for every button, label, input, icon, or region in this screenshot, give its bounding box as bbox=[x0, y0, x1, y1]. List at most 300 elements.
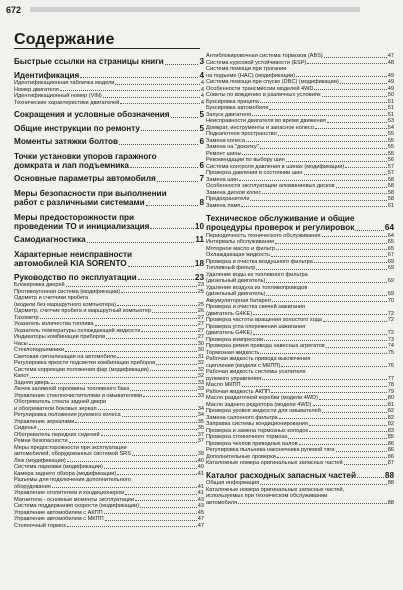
toc-page-number: 73 bbox=[387, 336, 394, 343]
dot-leader bbox=[157, 180, 199, 182]
toc-page-number: 32 bbox=[197, 360, 204, 367]
toc-entry-title: Управление стеклоочистителями и омывателями bbox=[14, 392, 142, 399]
dot-leader bbox=[143, 395, 197, 397]
toc-entry-title: Управление отопителем и кондиционером bbox=[14, 490, 125, 497]
dot-leader bbox=[120, 102, 199, 104]
toc-page-number: 64 bbox=[387, 232, 394, 239]
toc-entry-title: Проверка уровня жидкости для омывателей bbox=[206, 408, 321, 415]
toc-entry-title: Проверка давления в состоянии шин bbox=[206, 170, 303, 176]
dot-leader bbox=[357, 476, 384, 478]
toc-entry-title: Предохранители bbox=[206, 196, 250, 202]
toc-page-number: 58 bbox=[387, 176, 394, 183]
dot-leader bbox=[322, 235, 387, 237]
toc-page-number: 86 bbox=[387, 447, 394, 454]
toc-right-column bbox=[206, 53, 394, 506]
toc-entry-title: Проверка угла опережения зажигания bbox=[206, 323, 306, 330]
toc-page-number: 23 bbox=[194, 272, 204, 282]
toc-section-heading[interactable] bbox=[14, 137, 204, 147]
toc-entry-title: Масло заднего редуктора (модели 4WD) bbox=[206, 401, 312, 408]
toc-entry-title: Указатель количества топлива bbox=[14, 321, 94, 328]
toc-heading-line: домкрата и лап подъемника bbox=[14, 160, 129, 170]
dot-leader bbox=[87, 241, 195, 243]
toc-page-number: 26 bbox=[197, 308, 204, 315]
toc-page-number: 65 bbox=[387, 245, 394, 252]
toc-section-heading[interactable] bbox=[14, 213, 204, 232]
toc-entry-title: Советы по вождению в различных условиях bbox=[206, 92, 321, 98]
toc-entry-title: Периодичность технического обслуживания bbox=[206, 232, 321, 239]
dot-leader bbox=[313, 404, 387, 406]
toc-page-number: 82 bbox=[387, 408, 394, 415]
toc-page-number: 4 bbox=[200, 99, 204, 106]
dot-leader bbox=[304, 173, 387, 175]
toc-entry-title: Управление автомобилем с МКПП bbox=[14, 516, 104, 523]
toc-page-number: 27 bbox=[197, 334, 204, 341]
toc-page-number: 25 bbox=[197, 301, 204, 308]
toc-entry-title: Система помощи при трогании bbox=[206, 66, 287, 72]
dot-leader bbox=[165, 63, 199, 65]
toc-entry-title: Сокращения и условные обозначения bbox=[14, 110, 170, 119]
toc-entry-title: Аккумуляторная батарея bbox=[206, 297, 271, 304]
toc-page-number: 57 bbox=[387, 163, 394, 170]
dot-leader bbox=[336, 450, 387, 452]
toc-entry-title: Замена салонного фильтра bbox=[206, 414, 278, 421]
toc-page-number: 82 bbox=[387, 421, 394, 428]
toc-page-number: 41 bbox=[197, 470, 204, 477]
toc-entry-title: Противоугонная система (модификации) bbox=[14, 288, 121, 295]
toc-entry-title: Лючок заливной горловины топливного бака bbox=[14, 386, 130, 393]
toc-entry-title: Сиденья bbox=[14, 425, 37, 432]
toc-heading-line: процедуры проверок и регулировок bbox=[206, 223, 355, 233]
dot-leader bbox=[276, 248, 387, 250]
toc-section-heading[interactable] bbox=[14, 110, 204, 120]
dot-leader bbox=[130, 389, 196, 391]
toc-entry-title: Система курсовой устойчивости (ESP) bbox=[206, 59, 307, 66]
dot-leader bbox=[117, 473, 197, 475]
dot-leader bbox=[309, 424, 387, 426]
dot-leader bbox=[128, 265, 194, 267]
toc-entry-title: Магнитола - основные моменты эксплуатации bbox=[14, 496, 135, 503]
toc-heading-line: работ с различными системами bbox=[14, 198, 145, 208]
toc-page-number: 70 bbox=[387, 297, 394, 304]
toc-page-number: 35 bbox=[197, 425, 204, 432]
toc-entry-title: Основные параметры автомобиля bbox=[14, 174, 156, 184]
toc-entry-title: оборудования bbox=[14, 483, 51, 490]
toc-page-number: 4 bbox=[200, 80, 204, 86]
toc-page-number: 4 bbox=[200, 93, 204, 99]
toc-entry-title: Самодиагностика bbox=[14, 235, 86, 245]
toc-page-number: 78 bbox=[387, 382, 394, 389]
toc-entry-title: Тахометр bbox=[14, 314, 39, 321]
dot-leader bbox=[29, 343, 197, 345]
dot-leader bbox=[103, 96, 200, 98]
toc-page-number: 39 bbox=[197, 451, 204, 458]
toc-heading-line: Меры безопасности при выполнении bbox=[14, 188, 167, 198]
dot-leader bbox=[272, 300, 387, 302]
dot-leader bbox=[30, 376, 197, 378]
toc-entry-title: Разъемы для подключения дополнительного bbox=[14, 477, 131, 484]
toc-entry-title: Камера заднего обзора (модификации) bbox=[14, 470, 117, 477]
toc-entry-title: Капот bbox=[14, 373, 29, 380]
dot-leader bbox=[141, 330, 196, 332]
toc-page-number: 5 bbox=[199, 110, 204, 119]
dot-leader bbox=[95, 324, 197, 326]
toc-entry-title: Меры предосторожности при эксплуатации bbox=[14, 444, 127, 451]
toc-page-number: 56 bbox=[387, 157, 394, 163]
toc-page-number: 11 bbox=[195, 235, 204, 245]
toc-page-number: 58 bbox=[387, 196, 394, 202]
toc-entry-title: Одометр, счетчик пробега и маршрутный компьютер bbox=[14, 308, 152, 315]
toc-page-number: 72 bbox=[387, 317, 394, 324]
dot-leader bbox=[106, 337, 197, 339]
toc-entry-title: (двигатель G4KE) bbox=[206, 310, 253, 317]
toc-entry-title: Люк (модификации) bbox=[14, 457, 66, 464]
toc-page-number: 57 bbox=[387, 170, 394, 176]
toc-entry-title: Технические характеристики двигателей bbox=[14, 99, 120, 106]
dot-leader bbox=[67, 460, 197, 462]
toc-page-number: 30 bbox=[197, 340, 204, 347]
toc-page-number: 27 bbox=[197, 314, 204, 321]
dot-leader bbox=[269, 108, 386, 110]
toc-entry-title: Рабочая жидкость привода выключения bbox=[206, 356, 311, 363]
dot-leader bbox=[309, 430, 387, 432]
toc-entry-title: Общая информация bbox=[206, 480, 260, 487]
toc-entry-title: Обогреватель передних сидений bbox=[14, 431, 100, 438]
toc-entry-title: Стояночный тормоз bbox=[14, 522, 66, 529]
toc-entry-title: на подъеме (HAC) (модификации) bbox=[206, 72, 295, 79]
toc-entry-title: Моменты затяжки болтов bbox=[14, 137, 119, 146]
toc-entry-title: Регулировка положения рулевого колеса bbox=[14, 412, 121, 419]
dot-leader bbox=[171, 116, 199, 118]
dot-leader bbox=[246, 140, 387, 142]
toc-section-heading[interactable] bbox=[14, 57, 204, 67]
toc-entry-title: Замена шин bbox=[206, 176, 238, 183]
toc-entry-title: Рабочая жидкость системы усилителя bbox=[206, 369, 306, 376]
toc-section-heading[interactable] bbox=[14, 71, 204, 81]
toc-heading-last-line bbox=[14, 161, 204, 170]
dot-leader bbox=[275, 242, 387, 244]
dot-leader bbox=[262, 192, 387, 194]
toc-page-number: 33 bbox=[197, 379, 204, 386]
toc-page-number: 51 bbox=[387, 105, 394, 111]
toc-section-heading[interactable] bbox=[206, 471, 394, 481]
dot-leader bbox=[130, 166, 198, 168]
toc-page-number: 69 bbox=[387, 258, 394, 265]
toc-entry-title: Система помощи при спуске (DBC) (модификации) bbox=[206, 79, 339, 85]
toc-entry-title: Проверка частоты вращения холостого хода bbox=[206, 317, 322, 324]
dot-leader bbox=[322, 411, 387, 413]
toc-entry-title: Управление зеркалами bbox=[14, 418, 75, 425]
toc-entry-title: Рекомендации по выбору шин bbox=[206, 157, 285, 163]
dot-leader bbox=[264, 339, 387, 341]
dot-leader bbox=[150, 369, 197, 371]
dot-leader bbox=[288, 437, 387, 439]
toc-section-heading[interactable] bbox=[14, 273, 204, 283]
dot-leader bbox=[156, 363, 197, 365]
toc-page-number: 51 bbox=[387, 111, 394, 118]
toc-page-number: 55 bbox=[387, 137, 394, 144]
toc-page-number: 8 bbox=[199, 198, 204, 208]
dot-leader bbox=[323, 320, 387, 322]
dot-leader bbox=[296, 75, 387, 77]
toc-entry-title: Запуск двигателя bbox=[206, 111, 252, 118]
toc-section-heading[interactable] bbox=[14, 235, 204, 245]
dot-leader bbox=[260, 352, 386, 354]
dot-leader bbox=[152, 311, 197, 313]
toc-entry-title: Индикаторы комбинации приборов bbox=[14, 334, 106, 341]
toc-entry-title: используемых при техническом обслуживании bbox=[206, 493, 328, 500]
toc-page-number: 58 bbox=[387, 183, 394, 189]
page-title: Содержание bbox=[14, 31, 115, 48]
dot-leader bbox=[138, 278, 194, 280]
toc-entry-title: Идентификация bbox=[14, 70, 80, 80]
dot-leader bbox=[132, 454, 197, 456]
toc-entry-title: Система поддержания скорости (модификации) bbox=[14, 503, 139, 510]
toc-entry-title: сцепления (модели с МКПП) bbox=[206, 362, 281, 369]
toc-page-number: 86 bbox=[387, 453, 394, 460]
toc-page-number: 83 bbox=[387, 427, 394, 434]
toc-page-number: 87 bbox=[387, 460, 394, 467]
dot-leader bbox=[253, 313, 387, 315]
toc-page-number: 33 bbox=[197, 386, 204, 393]
toc-page-number: 48 bbox=[387, 59, 394, 66]
toc-entry-title: (двигатель G4KE) bbox=[206, 330, 253, 337]
toc-page-number: 3 bbox=[199, 57, 204, 66]
toc-page-number: 88 bbox=[387, 499, 394, 506]
toc-page-number: 69 bbox=[387, 278, 394, 285]
dot-leader bbox=[286, 160, 387, 162]
toc-entry-title: Стеклоподъемники bbox=[14, 347, 64, 354]
toc-page-number: 32 bbox=[197, 373, 204, 380]
toc-entry-title: Проверка чехлов приводных валов bbox=[206, 440, 298, 447]
dot-leader bbox=[241, 205, 386, 207]
dot-leader bbox=[121, 291, 197, 293]
toc-page-number: 37 bbox=[197, 438, 204, 445]
dot-leader bbox=[344, 463, 387, 465]
toc-entry-title: Антиблокировочная система тормозов (ABS) bbox=[206, 53, 323, 59]
toc-page-number: 88 bbox=[384, 470, 394, 480]
toc-page-number: 77 bbox=[387, 375, 394, 382]
toc-page-number: 34 bbox=[197, 412, 204, 419]
dot-leader bbox=[322, 95, 387, 97]
toc-left-column bbox=[14, 53, 204, 529]
toc-page-number: 23 bbox=[197, 282, 204, 289]
dot-leader bbox=[271, 255, 387, 257]
toc-page-number: 34 bbox=[197, 405, 204, 412]
toc-page-number: 80 bbox=[387, 395, 394, 402]
toc-entry-title: Руководство по эксплуатации bbox=[14, 272, 137, 282]
toc-page-number: 69 bbox=[387, 265, 394, 272]
toc-entry-title: Особенности эксплуатации алюминиевых дисков bbox=[206, 183, 335, 189]
dot-leader bbox=[307, 62, 386, 64]
toc-subentry[interactable] bbox=[206, 203, 394, 210]
title-underline bbox=[14, 48, 200, 49]
toc-entry-title: рулевого управления bbox=[206, 375, 262, 382]
toc-entry-title: Система контроля давления в шинах (модификации) bbox=[206, 163, 345, 170]
toc-page-number: 50 bbox=[387, 92, 394, 98]
dot-leader bbox=[40, 317, 197, 319]
toc-entry-title: Домкрат, инструменты и запасное колесо bbox=[206, 124, 314, 131]
toc-page-number: 6 bbox=[199, 137, 204, 146]
dot-leader bbox=[260, 147, 387, 149]
toc-page-number: 49 bbox=[387, 79, 394, 85]
dot-leader bbox=[117, 304, 197, 306]
toc-page-number: 72 bbox=[387, 310, 394, 317]
toc-entry-title: Проверка и очистка воздушного фильтра bbox=[206, 258, 313, 265]
toc-page-number: 43 bbox=[197, 496, 204, 503]
toc-heading-last-line bbox=[14, 222, 204, 231]
dot-leader bbox=[80, 76, 198, 78]
toc-entry-title: Одометр и счетчики пробега bbox=[14, 295, 89, 302]
header-bar bbox=[30, 7, 360, 12]
toc-subentry[interactable] bbox=[14, 100, 204, 107]
toc-entry-title: Идентификационная табличка модели bbox=[14, 80, 115, 86]
toc-page-number: 85 bbox=[387, 434, 394, 441]
toc-entry-title: Быстрые ссылки на страницы книги bbox=[14, 57, 164, 66]
toc-page-number: 58 bbox=[387, 189, 394, 196]
dot-leader bbox=[278, 134, 387, 136]
dot-leader bbox=[260, 101, 387, 103]
dot-leader bbox=[340, 82, 387, 84]
dot-leader bbox=[242, 153, 386, 155]
toc-entry-title: Масло МКПП bbox=[206, 382, 241, 389]
toc-page-number: 40 bbox=[197, 457, 204, 464]
toc-page-number: 10 bbox=[194, 222, 204, 232]
dot-leader bbox=[122, 415, 197, 417]
dot-leader bbox=[250, 199, 386, 201]
toc-page-number: 79 bbox=[387, 388, 394, 395]
dot-leader bbox=[98, 408, 197, 410]
dot-leader bbox=[146, 204, 199, 206]
toc-page-number: 51 bbox=[387, 98, 394, 105]
toc-page-number: 54 bbox=[387, 124, 394, 131]
dot-leader bbox=[115, 83, 199, 85]
toc-entry-title: Замена колеса bbox=[206, 137, 245, 144]
toc-entry-title: Заправка системы кондиционирования bbox=[206, 421, 308, 428]
toc-heading-last-line bbox=[14, 259, 204, 268]
toc-entry-title: Блокировка дверей bbox=[14, 282, 65, 289]
toc-entry-title: Моторное масло и фильтр bbox=[206, 245, 275, 252]
dot-leader bbox=[327, 121, 387, 123]
page-number: 672 bbox=[6, 5, 22, 15]
toc-page-number: 5 bbox=[199, 123, 204, 133]
toc-page-number: 55 bbox=[387, 144, 394, 150]
toc-section-heading[interactable] bbox=[14, 124, 204, 134]
toc-entry-title: Проверка и очистка свечей зажигания bbox=[206, 304, 306, 311]
toc-page-number: 30 bbox=[197, 347, 204, 354]
toc-entry-title: Обогреватель стекла задней двери bbox=[14, 399, 107, 406]
toc-page-number: 45 bbox=[197, 509, 204, 516]
toc-section-heading[interactable] bbox=[14, 189, 204, 208]
dot-leader bbox=[345, 166, 387, 168]
toc-section-heading[interactable] bbox=[206, 214, 394, 233]
dot-leader bbox=[52, 486, 197, 488]
toc-entry-title: Ремонт шины bbox=[206, 150, 242, 157]
toc-page-number: 18 bbox=[194, 259, 204, 269]
toc-entry-title: Топливный фильтр bbox=[206, 265, 256, 272]
toc-entry-title: (модели без маршрутного компьютера) bbox=[14, 301, 116, 308]
toc-page-number: 61 bbox=[387, 202, 394, 209]
toc-entry-title: Проверка стояночного тормоза bbox=[206, 434, 288, 441]
toc-entry-title: Указатель температуры охлаждающей жидкости bbox=[14, 327, 141, 334]
toc-entry-title: Удаление воды из топливного фильтра bbox=[206, 271, 308, 278]
toc-entry-title: Удаление воздуха из топливопроводов bbox=[206, 284, 308, 291]
toc-section-heading[interactable] bbox=[14, 174, 204, 184]
toc-page-number: 4 bbox=[199, 70, 204, 80]
toc-page-number: 31 bbox=[197, 353, 204, 360]
toc-entry-title: (дизельный двигатель) bbox=[206, 278, 266, 285]
toc-entry-title: Охлаждающая жидкость bbox=[206, 252, 271, 259]
toc-entry-title: Интервалы обслуживания bbox=[206, 239, 274, 246]
toc-entry-title: Буксировка прицепа bbox=[206, 98, 259, 105]
toc-page-number: 55 bbox=[387, 131, 394, 137]
toc-section-heading[interactable] bbox=[14, 152, 204, 171]
dot-leader bbox=[141, 129, 198, 131]
dot-leader bbox=[239, 179, 387, 181]
toc-page-number: 69 bbox=[387, 291, 394, 298]
toc-heading-line: проведении ТО и инициализация bbox=[14, 222, 150, 232]
toc-entry-title: Управление автомобилем с АКПП bbox=[14, 509, 103, 516]
toc-page-number: 81 bbox=[387, 401, 394, 408]
toc-page-number: 67 bbox=[387, 252, 394, 259]
dot-leader bbox=[65, 350, 197, 352]
dot-leader bbox=[150, 227, 193, 229]
toc-page-number: 37 bbox=[197, 431, 204, 438]
toc-subentry[interactable] bbox=[206, 500, 394, 507]
dot-leader bbox=[253, 333, 387, 335]
toc-entry-title: Каталожные номера оригинальных запасных частей, bbox=[206, 486, 345, 493]
dot-leader bbox=[260, 483, 387, 485]
toc-entry-title: Замена дисков колес bbox=[206, 189, 262, 196]
toc-entry-title: Каталог расходных запасных частей bbox=[206, 470, 356, 480]
dot-leader bbox=[104, 512, 197, 514]
dot-leader bbox=[125, 493, 197, 495]
toc-page-number: 76 bbox=[387, 362, 394, 369]
dot-leader bbox=[117, 356, 197, 358]
toc-entry-title: Замена на "докатку" bbox=[206, 144, 259, 150]
toc-page-number: 47 bbox=[197, 516, 204, 523]
toc-page-number: 49 bbox=[387, 85, 394, 92]
dot-leader bbox=[66, 285, 197, 287]
dot-leader bbox=[51, 382, 197, 384]
toc-heading-line: Меры предосторожности при bbox=[14, 212, 135, 222]
toc-section-heading[interactable] bbox=[14, 250, 204, 269]
toc-page-number: 74 bbox=[387, 343, 394, 350]
toc-entry-title: Проверка ремня привода навесных агрегатов bbox=[206, 343, 325, 350]
dot-leader bbox=[315, 127, 387, 129]
dot-leader bbox=[299, 443, 387, 445]
toc-page-number: 49 bbox=[387, 72, 394, 79]
dot-leader bbox=[266, 294, 386, 296]
toc-entry-title: Особенности трансмиссии моделей 4WD bbox=[206, 85, 314, 92]
toc-page-number: 72 bbox=[387, 330, 394, 337]
toc-heading-last-line bbox=[14, 198, 204, 207]
toc-subentry[interactable] bbox=[14, 523, 204, 530]
toc-page-number: 53 bbox=[387, 118, 394, 124]
toc-page-number: 64 bbox=[384, 223, 394, 233]
toc-entry-title: Замена ламп bbox=[206, 202, 241, 209]
toc-entry-title: автомобилей, оборудованных системой SRS bbox=[14, 451, 131, 458]
dot-leader bbox=[238, 502, 387, 504]
toc-page-number: 40 bbox=[197, 464, 204, 471]
dot-leader bbox=[38, 428, 197, 430]
toc-entry-title: Световая сигнализация на автомобиле bbox=[14, 353, 117, 360]
toc-page-number: 25 bbox=[197, 288, 204, 295]
toc-entry-title: Задняя дверь bbox=[14, 379, 50, 386]
toc-subentry[interactable] bbox=[206, 460, 394, 467]
toc-entry-title: Часы bbox=[14, 340, 28, 347]
toc-page-number: 82 bbox=[387, 414, 394, 421]
toc-page-number: 4 bbox=[200, 86, 204, 93]
